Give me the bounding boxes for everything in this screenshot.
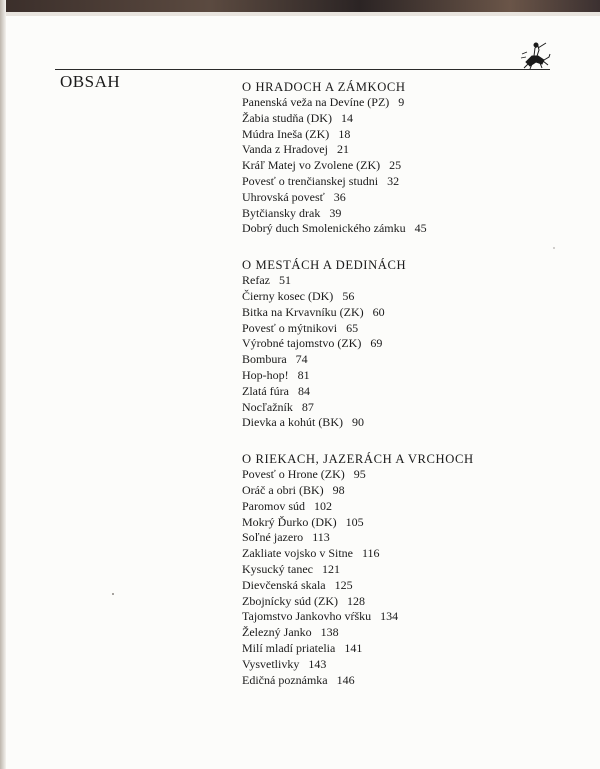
entry-page: 25 bbox=[389, 158, 402, 173]
entry-title: Paromov súd bbox=[242, 498, 305, 513]
toc-section-rivers bbox=[242, 451, 542, 688]
toc-entry[interactable] bbox=[242, 95, 542, 111]
entry-page: 18 bbox=[338, 126, 351, 141]
toc-entry[interactable] bbox=[242, 546, 542, 562]
toc-entry[interactable] bbox=[242, 158, 542, 174]
toc-entry[interactable] bbox=[242, 174, 542, 190]
page-edge-shadow bbox=[0, 0, 6, 769]
toc-entry[interactable] bbox=[242, 273, 542, 289]
entry-title: Zakliate vojsko v Sitne bbox=[242, 546, 353, 561]
entry-page: 87 bbox=[301, 399, 314, 414]
toc-entry[interactable] bbox=[242, 221, 542, 237]
entry-page: 45 bbox=[414, 221, 427, 236]
page-title: OBSAH bbox=[60, 72, 121, 91]
toc-entry[interactable] bbox=[242, 368, 542, 384]
entry-title: Kysucký tanec bbox=[242, 561, 313, 576]
entry-page: 146 bbox=[336, 672, 355, 687]
entry-page: 90 bbox=[351, 415, 364, 430]
entry-title: Edičná poznámka bbox=[242, 672, 328, 687]
entry-title: Hop-hop! bbox=[242, 367, 289, 382]
entry-page: 56 bbox=[342, 288, 355, 303]
entry-page: 128 bbox=[346, 593, 365, 608]
entry-page: 32 bbox=[387, 173, 400, 188]
entry-page: 14 bbox=[340, 110, 353, 125]
toc-entry[interactable] bbox=[242, 400, 542, 416]
entry-page: 121 bbox=[321, 561, 340, 576]
entry-title: Čierny kosec (DK) bbox=[242, 288, 334, 303]
entry-title: Uhrovská povesť bbox=[242, 189, 325, 204]
knight-emblem-icon bbox=[518, 40, 552, 70]
toc-entry[interactable] bbox=[242, 641, 542, 657]
entry-page: 81 bbox=[297, 367, 310, 382]
entry-title: Refaz bbox=[242, 273, 270, 288]
entry-title: Bombura bbox=[242, 352, 287, 367]
entry-page: 69 bbox=[370, 336, 383, 351]
toc-entry[interactable] bbox=[242, 415, 542, 431]
entry-title: Vysvetlivky bbox=[242, 656, 300, 671]
toc-entry[interactable] bbox=[242, 127, 542, 143]
toc-entry[interactable] bbox=[242, 609, 542, 625]
toc-section-castles bbox=[242, 79, 542, 237]
toc-entry[interactable] bbox=[242, 289, 542, 305]
top-edge bbox=[0, 12, 600, 16]
entry-title: Zbojnícky súd (ZK) bbox=[242, 593, 338, 608]
entry-title: Povesť o trenčianskej studni bbox=[242, 173, 379, 188]
paper-speck bbox=[112, 593, 114, 595]
entry-title: Bytčiansky drak bbox=[242, 205, 321, 220]
entry-title: Múdra Ineša (ZK) bbox=[242, 126, 330, 141]
toc-entry[interactable] bbox=[242, 673, 542, 689]
entry-page: 105 bbox=[345, 514, 364, 529]
toc-entry[interactable] bbox=[242, 305, 542, 321]
entry-page: 116 bbox=[361, 546, 380, 561]
entry-title: Dievčenská skala bbox=[242, 577, 326, 592]
entry-page: 36 bbox=[333, 189, 346, 204]
toc-entry[interactable] bbox=[242, 499, 542, 515]
entry-title: Žabia studňa (DK) bbox=[242, 110, 332, 125]
entry-title: Povesť o mýtnikovi bbox=[242, 320, 338, 335]
entry-title: Bitka na Krvavníku (ZK) bbox=[242, 304, 364, 319]
toc-entry[interactable] bbox=[242, 562, 542, 578]
toc-entry[interactable] bbox=[242, 467, 542, 483]
top-photo-strip bbox=[0, 0, 600, 12]
entry-title: Dobrý duch Smolenického zámku bbox=[242, 221, 406, 236]
section-title: O RIEKACH, JAZERÁCH A VRCHOCH bbox=[242, 452, 474, 467]
toc-entry[interactable] bbox=[242, 515, 542, 531]
toc-entry[interactable] bbox=[242, 206, 542, 222]
toc-entry[interactable] bbox=[242, 530, 542, 546]
entry-title: Nocľažník bbox=[242, 399, 293, 414]
entry-page: 125 bbox=[334, 577, 353, 592]
entry-title: Oráč a obri (BK) bbox=[242, 482, 324, 497]
toc-entry[interactable] bbox=[242, 483, 542, 499]
entry-page: 21 bbox=[336, 142, 349, 157]
entry-page: 65 bbox=[346, 320, 359, 335]
toc-entry[interactable] bbox=[242, 352, 542, 368]
entry-page: 9 bbox=[398, 95, 405, 109]
entry-page: 39 bbox=[329, 205, 342, 220]
toc-entry[interactable] bbox=[242, 111, 542, 127]
entry-page: 95 bbox=[353, 467, 366, 482]
table-of-contents bbox=[242, 79, 542, 708]
section-title: O MESTÁCH A DEDINÁCH bbox=[242, 258, 407, 273]
entry-title: Mokrý Ďurko (DK) bbox=[242, 514, 337, 529]
toc-entry[interactable] bbox=[242, 578, 542, 594]
toc-entry[interactable] bbox=[242, 190, 542, 206]
toc-entry[interactable] bbox=[242, 336, 542, 352]
entry-title: Soľné jazero bbox=[242, 530, 304, 545]
entry-title: Železný Janko bbox=[242, 625, 312, 640]
toc-entry[interactable] bbox=[242, 594, 542, 610]
entry-page: 74 bbox=[295, 352, 308, 367]
entry-title: Panenská veža na Devíne (PZ) bbox=[242, 95, 390, 109]
header-rule bbox=[55, 69, 550, 70]
entry-title: Milí mladí priatelia bbox=[242, 640, 336, 655]
entry-page: 143 bbox=[308, 656, 327, 671]
entry-page: 102 bbox=[314, 498, 332, 513]
entry-page: 141 bbox=[344, 640, 363, 655]
entry-page: 138 bbox=[320, 625, 339, 640]
entry-page: 60 bbox=[372, 304, 385, 319]
entry-title: Zlatá fúra bbox=[242, 383, 289, 398]
entry-title: Kráľ Matej vo Zvolene (ZK) bbox=[242, 158, 381, 173]
toc-entry[interactable] bbox=[242, 625, 542, 641]
entry-title: Dievka a kohút (BK) bbox=[242, 415, 343, 430]
entry-page: 84 bbox=[297, 383, 310, 398]
entry-title: Povesť o Hrone (ZK) bbox=[242, 467, 345, 482]
toc-entry[interactable] bbox=[242, 657, 542, 673]
toc-entry[interactable] bbox=[242, 321, 542, 337]
toc-section-towns bbox=[242, 257, 542, 431]
toc-entry[interactable] bbox=[242, 384, 542, 400]
entry-title: Tajomstvo Jankovho vŕšku bbox=[242, 609, 372, 624]
paper-speck bbox=[553, 247, 555, 249]
entry-page: 51 bbox=[278, 273, 291, 288]
entry-title: Výrobné tajomstvo (ZK) bbox=[242, 336, 362, 351]
entry-page: 134 bbox=[380, 609, 399, 624]
entry-page: 98 bbox=[332, 482, 345, 497]
entry-page: 113 bbox=[312, 530, 330, 545]
section-title: O HRADOCH A ZÁMKOCH bbox=[242, 80, 406, 94]
entry-title: Vanda z Hradovej bbox=[242, 142, 328, 157]
toc-entry[interactable] bbox=[242, 142, 542, 158]
